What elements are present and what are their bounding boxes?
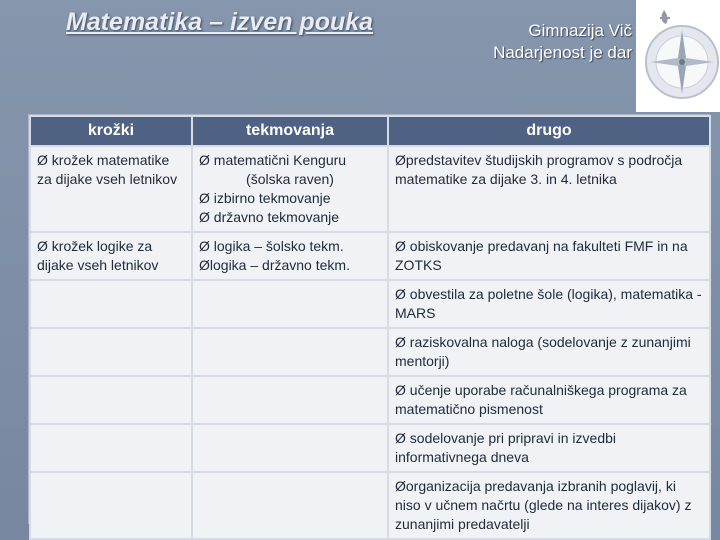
cell-krozki xyxy=(30,146,192,232)
table-row xyxy=(30,424,710,472)
table-row xyxy=(30,328,710,376)
cell-tekmovanja xyxy=(192,328,388,376)
table-row xyxy=(30,472,710,539)
cell-text: Ø logika – šolsko tekm. xyxy=(199,238,344,254)
cell-text: Ø izbirno tekmovanje xyxy=(199,190,331,206)
cell-drugo xyxy=(388,424,710,472)
cell-drugo xyxy=(388,376,710,424)
cell-text: Øorganizacija predavanja izbranih poglavij, ki niso v učnem načrtu (glede na interes dijakov) z zunanjimi predavatelji xyxy=(395,478,692,532)
table-row xyxy=(30,280,710,328)
cell-text: Ø učenje uporabe računalniškega programa za matematično pismenost xyxy=(395,382,687,417)
column-header-krozki: krožki xyxy=(30,116,192,146)
cell-krozki xyxy=(30,280,192,328)
cell-drugo xyxy=(388,472,710,539)
table-row xyxy=(30,232,710,280)
compass-rose-icon xyxy=(636,0,720,112)
cell-tekmovanja xyxy=(192,472,388,539)
table-header-row xyxy=(30,116,710,146)
cell-tekmovanja xyxy=(192,376,388,424)
cell-text: Ø krožek matematike za dijake vseh letnikov xyxy=(37,152,178,187)
cell-text: Ølogika – državno tekm. xyxy=(199,257,350,273)
cell-text: Øpredstavitev študijskih programov s področja matematike za dijake 3. in 4. letnika xyxy=(395,152,683,187)
column-header-drugo: drugo xyxy=(388,116,710,146)
cell-text: Ø krožek logike za dijake vseh letnikov xyxy=(37,238,159,273)
cell-tekmovanja xyxy=(192,280,388,328)
school-name: Gimnazija Vič xyxy=(528,21,632,40)
cell-tekmovanja xyxy=(192,146,388,232)
cell-tekmovanja xyxy=(192,232,388,280)
cell-text: Ø sodelovanje pri pripravi in izvedbi informativnega dneva xyxy=(395,430,616,465)
cell-text: Ø matematični Kenguru xyxy=(199,152,347,168)
cell-krozki xyxy=(30,376,192,424)
cell-krozki xyxy=(30,472,192,539)
cell-drugo xyxy=(388,328,710,376)
column-header-tekmovanja: tekmovanja xyxy=(192,116,388,146)
cell-krozki xyxy=(30,232,192,280)
cell-text: Ø obiskovanje predavanj na fakulteti FMF in na ZOTKS xyxy=(395,238,688,273)
cell-text: (šolska raven) xyxy=(246,171,334,187)
cell-text: Ø obvestila za poletne šole (logika), matematika - MARS xyxy=(395,286,702,321)
cell-drugo xyxy=(388,146,710,232)
cell-krozki xyxy=(30,424,192,472)
cell-text: Ø raziskovalna naloga (sodelovanje z zunanjimi mentorji) xyxy=(395,334,691,369)
cell-krozki xyxy=(30,328,192,376)
table-row xyxy=(30,376,710,424)
page-title: Matematika – izven pouka xyxy=(66,8,374,36)
cell-drugo xyxy=(388,232,710,280)
activities-table xyxy=(28,114,710,532)
table-row xyxy=(30,146,710,232)
school-info xyxy=(432,20,632,64)
school-motto: Nadarjenost je dar xyxy=(493,43,632,62)
cell-tekmovanja xyxy=(192,424,388,472)
cell-text: Ø državno tekmovanje xyxy=(199,209,340,225)
cell-drugo xyxy=(388,280,710,328)
